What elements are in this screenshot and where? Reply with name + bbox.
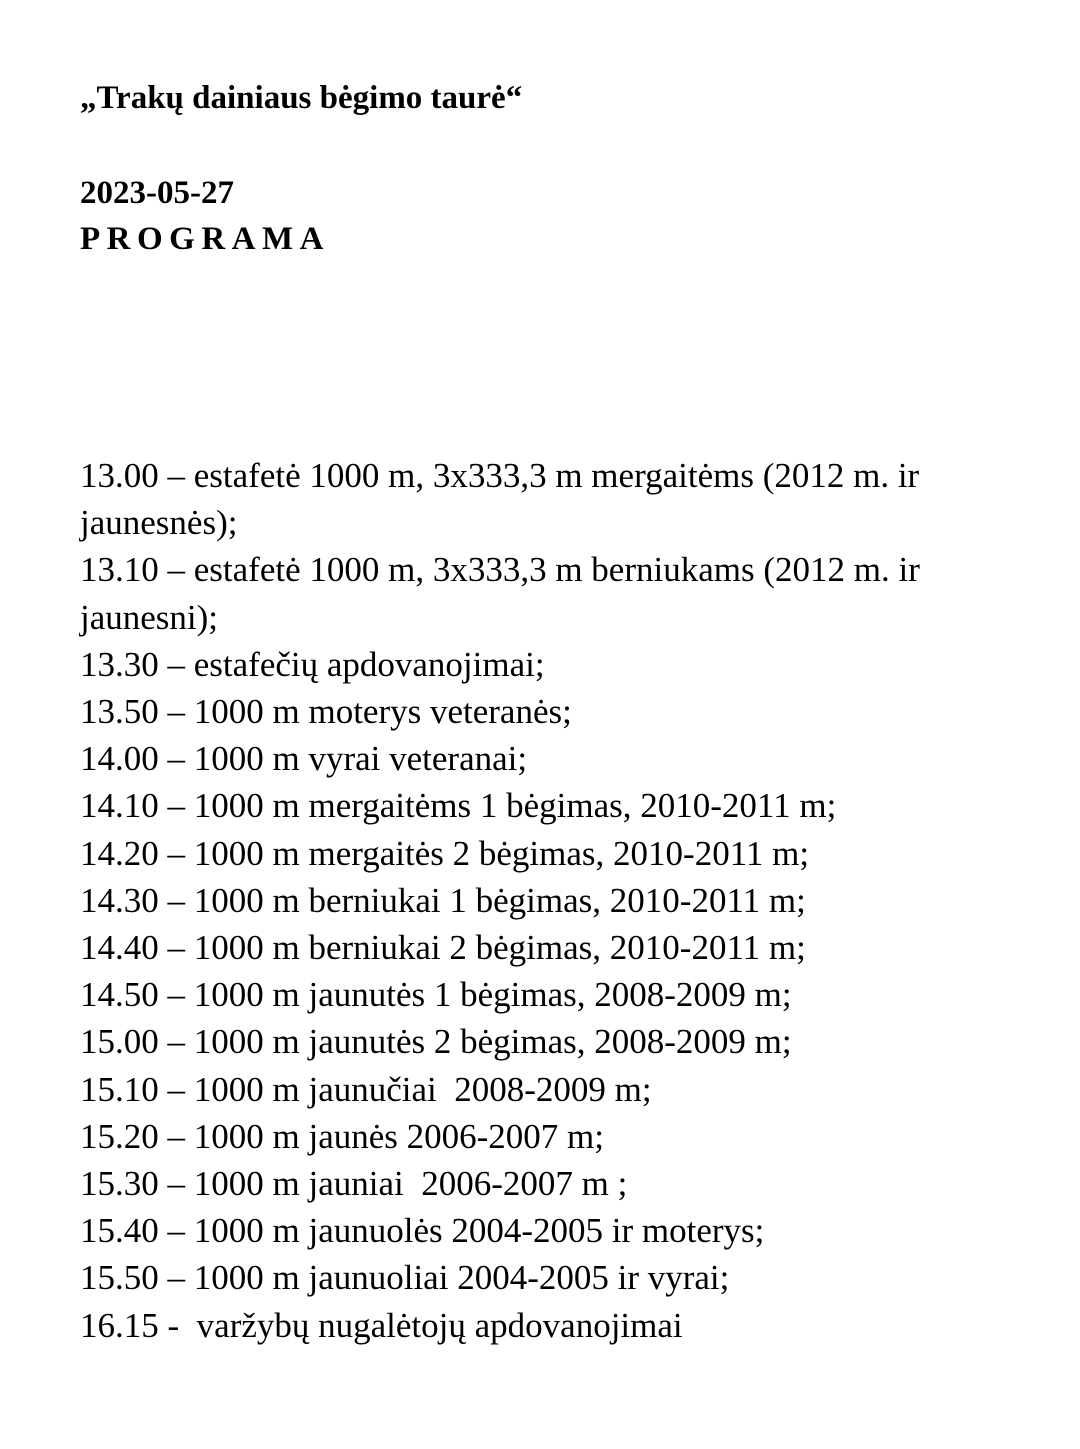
program-item: 14.30 – 1000 m berniukai 1 bėgimas, 2010-2011 m; (80, 880, 806, 920)
program-item: 13.10 – estafetė 1000 m, 3x333,3 m berniukams (2012 m. ir jaunesni); (80, 550, 929, 637)
program-item: 15.50 – 1000 m jaunuoliai 2004-2005 ir vyrai; (80, 1258, 730, 1298)
program-item: 14.10 – 1000 m mergaitėms 1 bėgimas, 2010-2011 m; (80, 786, 837, 826)
program-item: 13.50 – 1000 m moterys veteranės; (80, 692, 572, 732)
event-date: 2023-05-27 (80, 175, 234, 211)
program-item: 14.40 – 1000 m berniukai 2 bėgimas, 2010-2011 m; (80, 928, 806, 968)
program-item: 15.10 – 1000 m jaunučiai 2008-2009 m; (80, 1069, 652, 1109)
program-item: 16.15 - varžybų nugalėtojų apdovanojimai (80, 1305, 683, 1345)
program-item: 15.40 – 1000 m jaunuolės 2004-2005 ir moterys; (80, 1211, 765, 1251)
program-heading: PROGRAMA (80, 221, 330, 257)
program-item: 14.50 – 1000 m jaunutės 1 bėgimas, 2008-2009 m; (80, 975, 792, 1015)
program-item: 14.00 – 1000 m vyrai veteranai; (80, 739, 528, 779)
program-schedule (80, 452, 1010, 1349)
program-item: 15.30 – 1000 m jauniai 2006-2007 m ; (80, 1164, 628, 1204)
program-item: 15.00 – 1000 m jaunutės 2 bėgimas, 2008-2009 m; (80, 1022, 792, 1062)
program-item: 14.20 – 1000 m mergaitės 2 bėgimas, 2010-2011 m; (80, 833, 810, 873)
program-item: 13.30 – estafečių apdovanojimai; (80, 644, 545, 684)
document-title: „Trakų dainiaus bėgimo taurė“ (80, 80, 523, 116)
program-item: 13.00 – estafetė 1000 m, 3x333,3 m mergaitėms (2012 m. ir jaunesnės); (80, 456, 928, 543)
program-item: 15.20 – 1000 m jaunės 2006-2007 m; (80, 1116, 604, 1156)
